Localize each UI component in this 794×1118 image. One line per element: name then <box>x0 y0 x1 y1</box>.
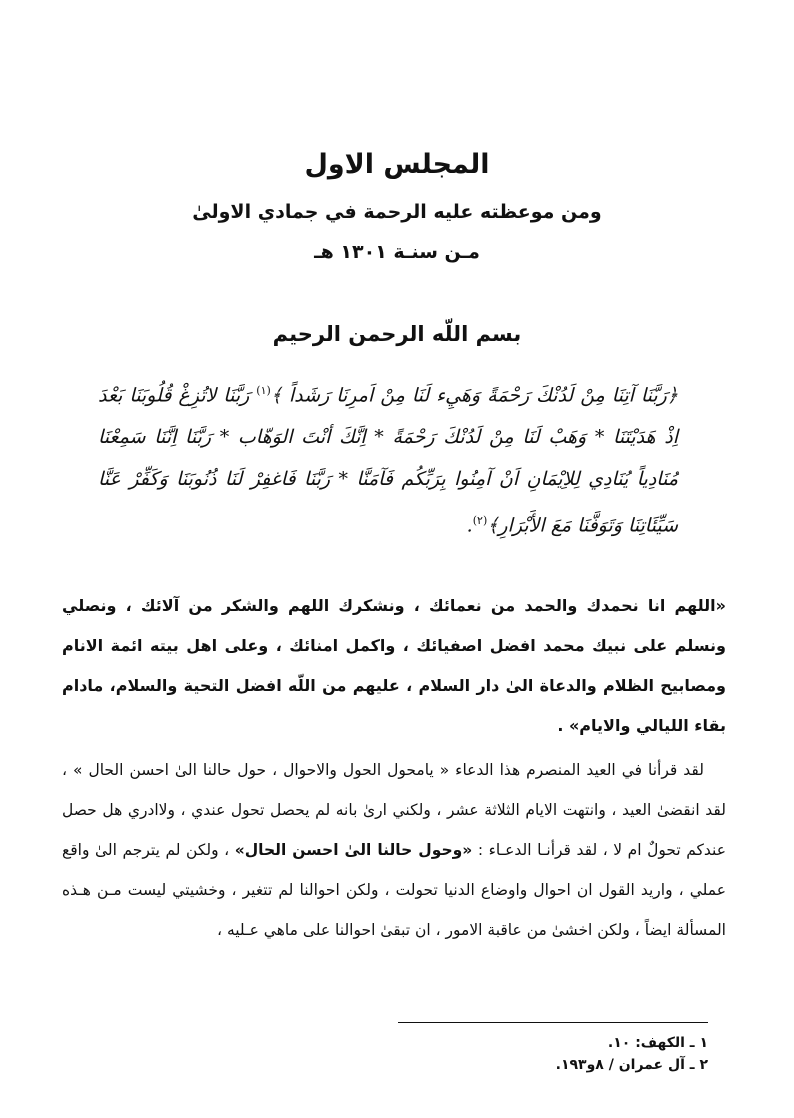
subtitle-line-1: ومن موعظته عليه الرحمة في جمادي الاولىٰ <box>192 201 602 223</box>
body-text-1: لقد قرأنا في العيد المنصرم هذا الدعاء « يامحول الحول والاحوال ، حول حالنا الىٰ احسن الحال » ، لقد انقضىٰ العيد ، وانتهت الايام الثلاثة عشر ، ولكني ارىٰ بانه لم يحصل تحول عندي ، ولاادري هل حصل عندكم تحولٌ ام لا ، لقد قرأنـا الدعـاء : <box>62 761 726 859</box>
footnote-ref-2: (٢) <box>472 514 488 528</box>
quran-verse-1: ﴿رَبَّنَا آتِنَا مِنْ لَدُنْكَ رَحْمَةً وَهَيِء لَنَا مِنْ اَمرِنَا رَشَداً ﴾ <box>270 384 678 407</box>
body-text-2: ، ولكن لم يترجم الىٰ واقع عملي ، واريد القول ان احوال واوضاع الدنيا تحولت ، ولكن احوالنا لم تتغير ، وخشيتي ليست مـن هـذه المسألة ايضاً ، ولكن اخشىٰ من عاقبة الامور ، ان تبقىٰ احوالنا على ماهي عـليه ، <box>62 841 726 939</box>
quran-verse-2: رَبَّنَا لاتُزِغْ قُلُوبَنَا بَعْدَ اِذْ هَدَيْتَنَا * وَهَبْ لَنَا مِنْ لَدُنْكَ رَحْمَةً * اِنَّكَ أنْتَ الوَهّاب * رَبَّنَا اِنَّنَا سَمِعْنَا مُنَادِياً يُنَادِي لِلاِيْمَانِ اَنْ آمِنُوا بِرَبِّكُم فَآمَنَّا * رَبَّنَا فَاغفِرْ لَنَا ذُنُوبَنَا وَكَفِّرْ عَنَّا سَيِّئَاتِنَا وَتَوَفَّنَا مَعَ الأَبْرَارِ﴾ <box>98 384 678 537</box>
footnote-2: ٢ ـ آل عمران / ٨و١٩٣. <box>555 1057 708 1073</box>
body-quote-bold: «وحول حالنا الىٰ احسن الحال» <box>234 841 473 859</box>
basmala: بسم اللّه الرحمن الرحيم <box>272 322 522 346</box>
opening-prayer: «اللهم انا نحمدك والحمد من نعمائك ، ونشكرك اللهم والشكر من آلائك ، ونصلي ونسلم على نبيك محمد افضل اصفيائك ، واكمل امنائك ، وعلى اهل بيته ائمة الانام ومصابيح الظلام والدعاة الىٰ دار السلام ، عليهم من اللّه افضل التحية والسلام، مادام بقاء الليالي والايام» . <box>62 596 726 735</box>
footnote-divider <box>398 1022 708 1023</box>
footnote-1: ١ ـ الكهف: ١٠. <box>607 1035 708 1051</box>
body-paragraph <box>62 750 726 950</box>
footnote-ref-1: (١) <box>256 384 271 397</box>
page-title: المجلس الاول <box>304 149 490 180</box>
footnotes <box>408 1032 708 1076</box>
quran-end-mark: . <box>466 514 473 537</box>
subtitle-line-2: مـن سنـة ١٣٠١ هـ <box>314 241 480 263</box>
quran-verses <box>98 370 678 547</box>
